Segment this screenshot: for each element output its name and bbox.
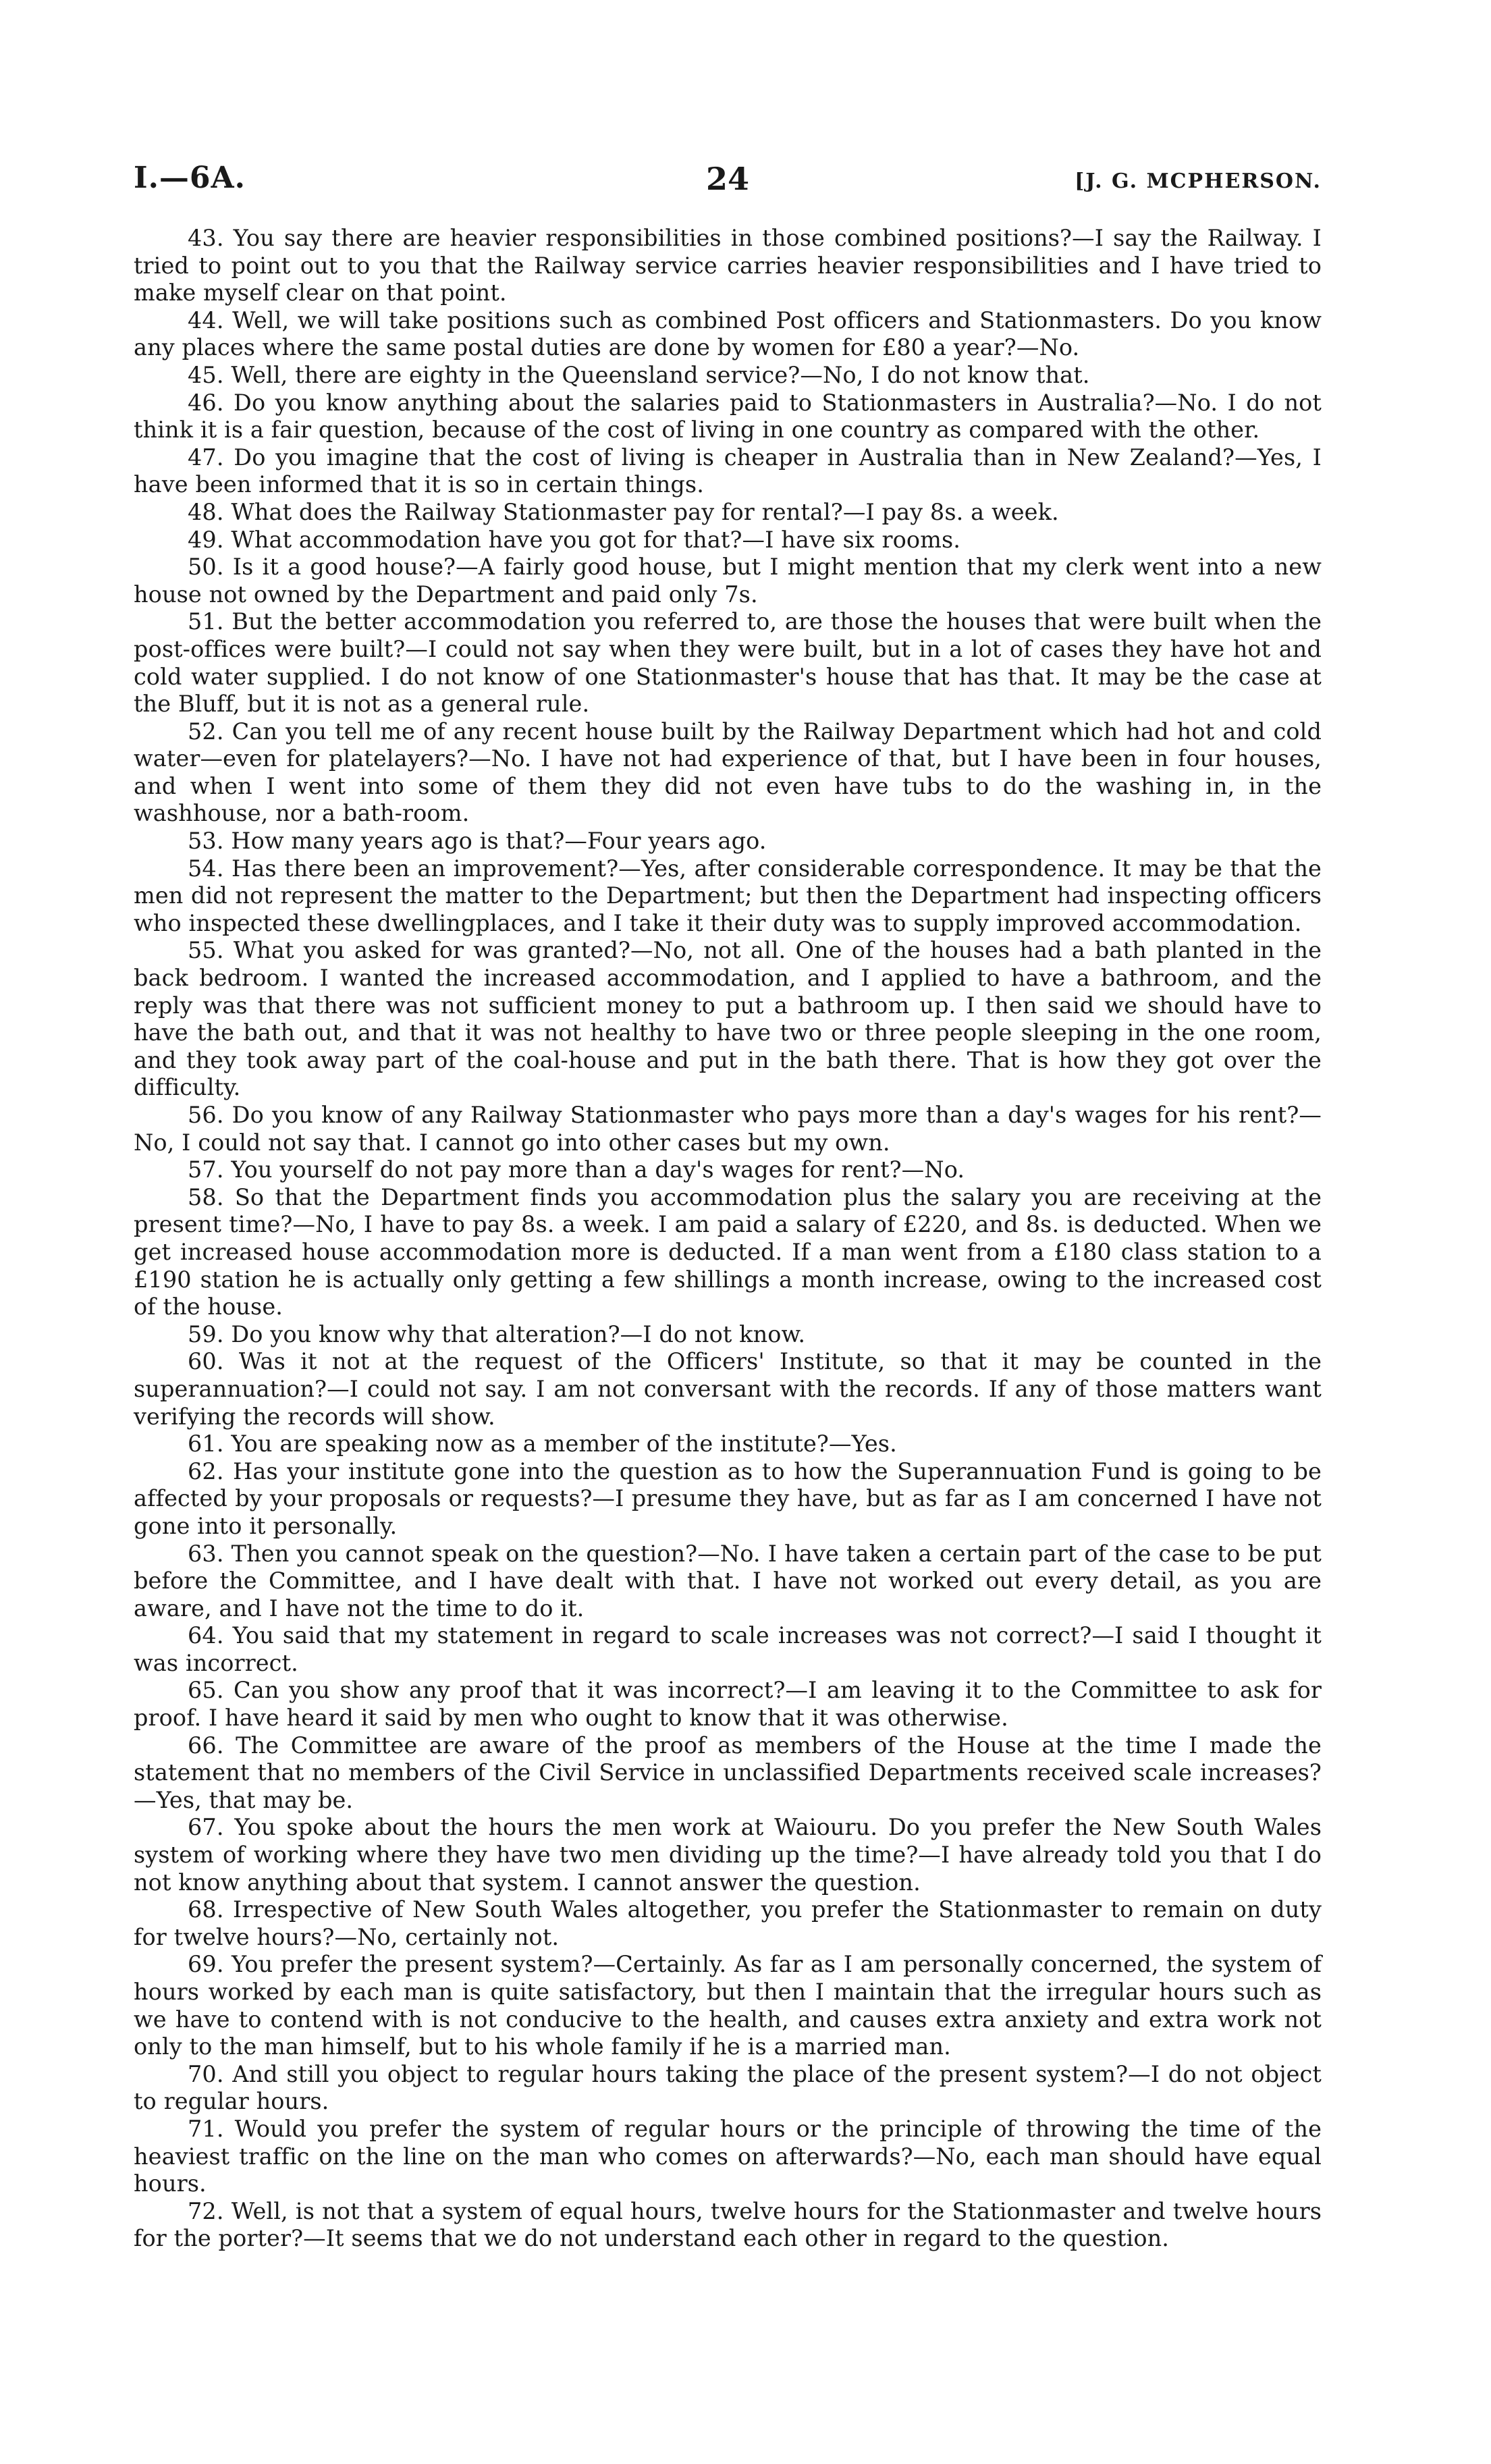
page-header	[134, 161, 1322, 225]
testimony-paragraph: 57. You yourself do not pay more than a day's wages for rent?—No.	[188, 1156, 965, 1183]
testimony-paragraph: 51. But the better accommodation you referred to, are those the houses that were built when the post-offices were built?—I could not say when they were built, but in a lot of cases they have hot and cold water supplied. I do not know of one Stationmaster's house that has that. It may be the case at the Bluff, but it is not as a general rule.	[134, 608, 1322, 718]
testimony-paragraph: 67. You spoke about the hours the men work at Waiouru. Do you prefer the New South Wales system of working where they have two men dividing up the time?—I have already told you that I do not know anything about that system. I cannot answer the question.	[134, 1814, 1322, 1896]
testimony-paragraph: 63. Then you cannot speak on the question?—No. I have taken a certain part of the case to be put before the Committee, and I have dealt with that. I have not worked out every detail, as you are aware, and I have not the time to do it.	[134, 1540, 1322, 1622]
witness-name: [J. G. MCPHERSON.	[1075, 169, 1322, 193]
testimony-paragraph: 68. Irrespective of New South Wales altogether, you prefer the Stationmaster to remain on duty for twelve hours?—No, certainly not.	[134, 1896, 1322, 1950]
document-page	[134, 161, 1322, 2253]
testimony-paragraph: 56. Do you know of any Railway Stationmaster who pays more than a day's wages for his rent?—No, I could not say that. I cannot go into other cases but my own.	[134, 1102, 1322, 1156]
testimony-paragraph: 58. So that the Department finds you accommodation plus the salary you are receiving at the present time?—No, I have to pay 8s. a week. I am paid a salary of £220, and 8s. is deducted. When we get increased house accommodation more is deducted. If a man went from a £180 class station to a £190 station he is actually only getting a few shillings a month increase, owing to the increased cost of the house.	[134, 1183, 1322, 1320]
testimony-paragraph: 46. Do you know anything about the salaries paid to Stationmasters in Australia?—No. I do not think it is a fair question, because of the cost of living in one country as compared with the other.	[134, 389, 1322, 444]
testimony-paragraph: 44. Well, we will take positions such as combined Post officers and Stationmasters. Do you know any places where the same postal duties are done by women for £80 a year?—No.	[134, 306, 1322, 361]
testimony-paragraph: 65. Can you show any proof that it was incorrect?—I am leaving it to the Committee to ask for proof. I have heard it said by men who ought to know that it was otherwise.	[134, 1677, 1322, 1732]
testimony-paragraph: 64. You said that my statement in regard to scale increases was not correct?—I said I thought it was incorrect.	[134, 1622, 1322, 1676]
testimony-paragraph: 72. Well, is not that a system of equal hours, twelve hours for the Stationmaster and twelve hours for the porter?—It seems that we do not understand each other in regard to the question.	[134, 2197, 1322, 2252]
testimony-paragraph: 45. Well, there are eighty in the Queensland service?—No, I do not know that.	[188, 361, 1090, 388]
testimony-paragraph: 43. You say there are heavier responsibilities in those combined positions?—I say the Railway. I tried to point out to you that the Railway service carries heavier responsibilities and I have tried to make myself clear on that point.	[134, 225, 1322, 306]
testimony-paragraph: 50. Is it a good house?—A fairly good house, but I might mention that my clerk went into a new house not owned by the Department and paid only 7s.	[134, 554, 1322, 608]
testimony-paragraph: 59. Do you know why that alteration?—I do not know.	[188, 1320, 806, 1347]
testimony-paragraph: 69. You prefer the present system?—Certainly. As far as I am personally concerned, the system of hours worked by each man is quite satisfactory, but then I maintain that the irregular hours such as we have to contend with is not conducive to the health, and causes extra anxiety and extra work not only to the man himself, but to his whole family if he is a married man.	[134, 1951, 1322, 2060]
testimony-paragraph: 53. How many years ago is that?—Four years ago.	[188, 828, 767, 855]
testimony-paragraph: 55. What you asked for was granted?—No, not all. One of the houses had a bath planted in the back bedroom. I wanted the increased accommodation, and I applied to have a bathroom, and the reply was that there was not sufficient money to put a bathroom up. I then said we should have to have the bath out, and that it was not healthy to have two or three people sleeping in the one room, and they took away part of the coal-house and put in the bath there. That is how they got over the difficulty.	[134, 937, 1322, 1101]
parliamentary-paper-reference: I.—6A.	[134, 161, 246, 195]
testimony-paragraph: 70. And still you object to regular hours taking the place of the present system?—I do not object to regular hours.	[134, 2060, 1322, 2115]
testimony-paragraph: 62. Has your institute gone into the question as to how the Superannuation Fund is going to be affected by your proposals or requests?—I presume they have, but as far as I am concerned I have not gone into it personally.	[134, 1457, 1322, 1539]
testimony-paragraph: 52. Can you tell me of any recent house built by the Railway Department which had hot and cold water—even for platelayers?—No. I have not had experience of that, but I have been in four houses, and when I went into some of them they did not even have tubs to do the washing in, in the washhouse, nor a bath-room.	[134, 718, 1322, 827]
testimony-paragraph: 66. The Committee are aware of the proof as members of the House at the time I made the statement that no members of the Civil Service in unclassified Departments received scale increases?—Yes, that may be.	[134, 1732, 1322, 1813]
testimony-paragraph: 60. Was it not at the request of the Officers' Institute, so that it may be counted in the superannuation?—I could not say. I am not conversant with the records. If any of those matters want verifying the records will show.	[134, 1348, 1322, 1430]
page-number: 24	[705, 161, 749, 197]
testimony-paragraph: 47. Do you imagine that the cost of living is cheaper in Australia than in New Zealand?—Yes, I have been informed that it is so in certain things.	[134, 444, 1322, 498]
testimony-paragraph: 49. What accommodation have you got for that?—I have six rooms.	[188, 526, 961, 553]
testimony-paragraph: 61. You are speaking now as a member of the institute?—Yes.	[188, 1430, 897, 1457]
testimony-paragraph: 71. Would you prefer the system of regular hours or the principle of throwing the time of the heaviest traffic on the line on the man who comes on afterwards?—No, each man should have equal hours.	[134, 2115, 1322, 2197]
testimony-paragraph: 54. Has there been an improvement?—Yes, after considerable correspondence. It may be that the men did not represent the matter to the Department; but then the Department had inspecting officers who inspected these dwellingplaces, and I take it their duty was to supply improved accommodation.	[134, 855, 1322, 936]
testimony-body	[134, 225, 1322, 2253]
testimony-paragraph: 48. What does the Railway Stationmaster pay for rental?—I pay 8s. a week.	[188, 498, 1059, 525]
